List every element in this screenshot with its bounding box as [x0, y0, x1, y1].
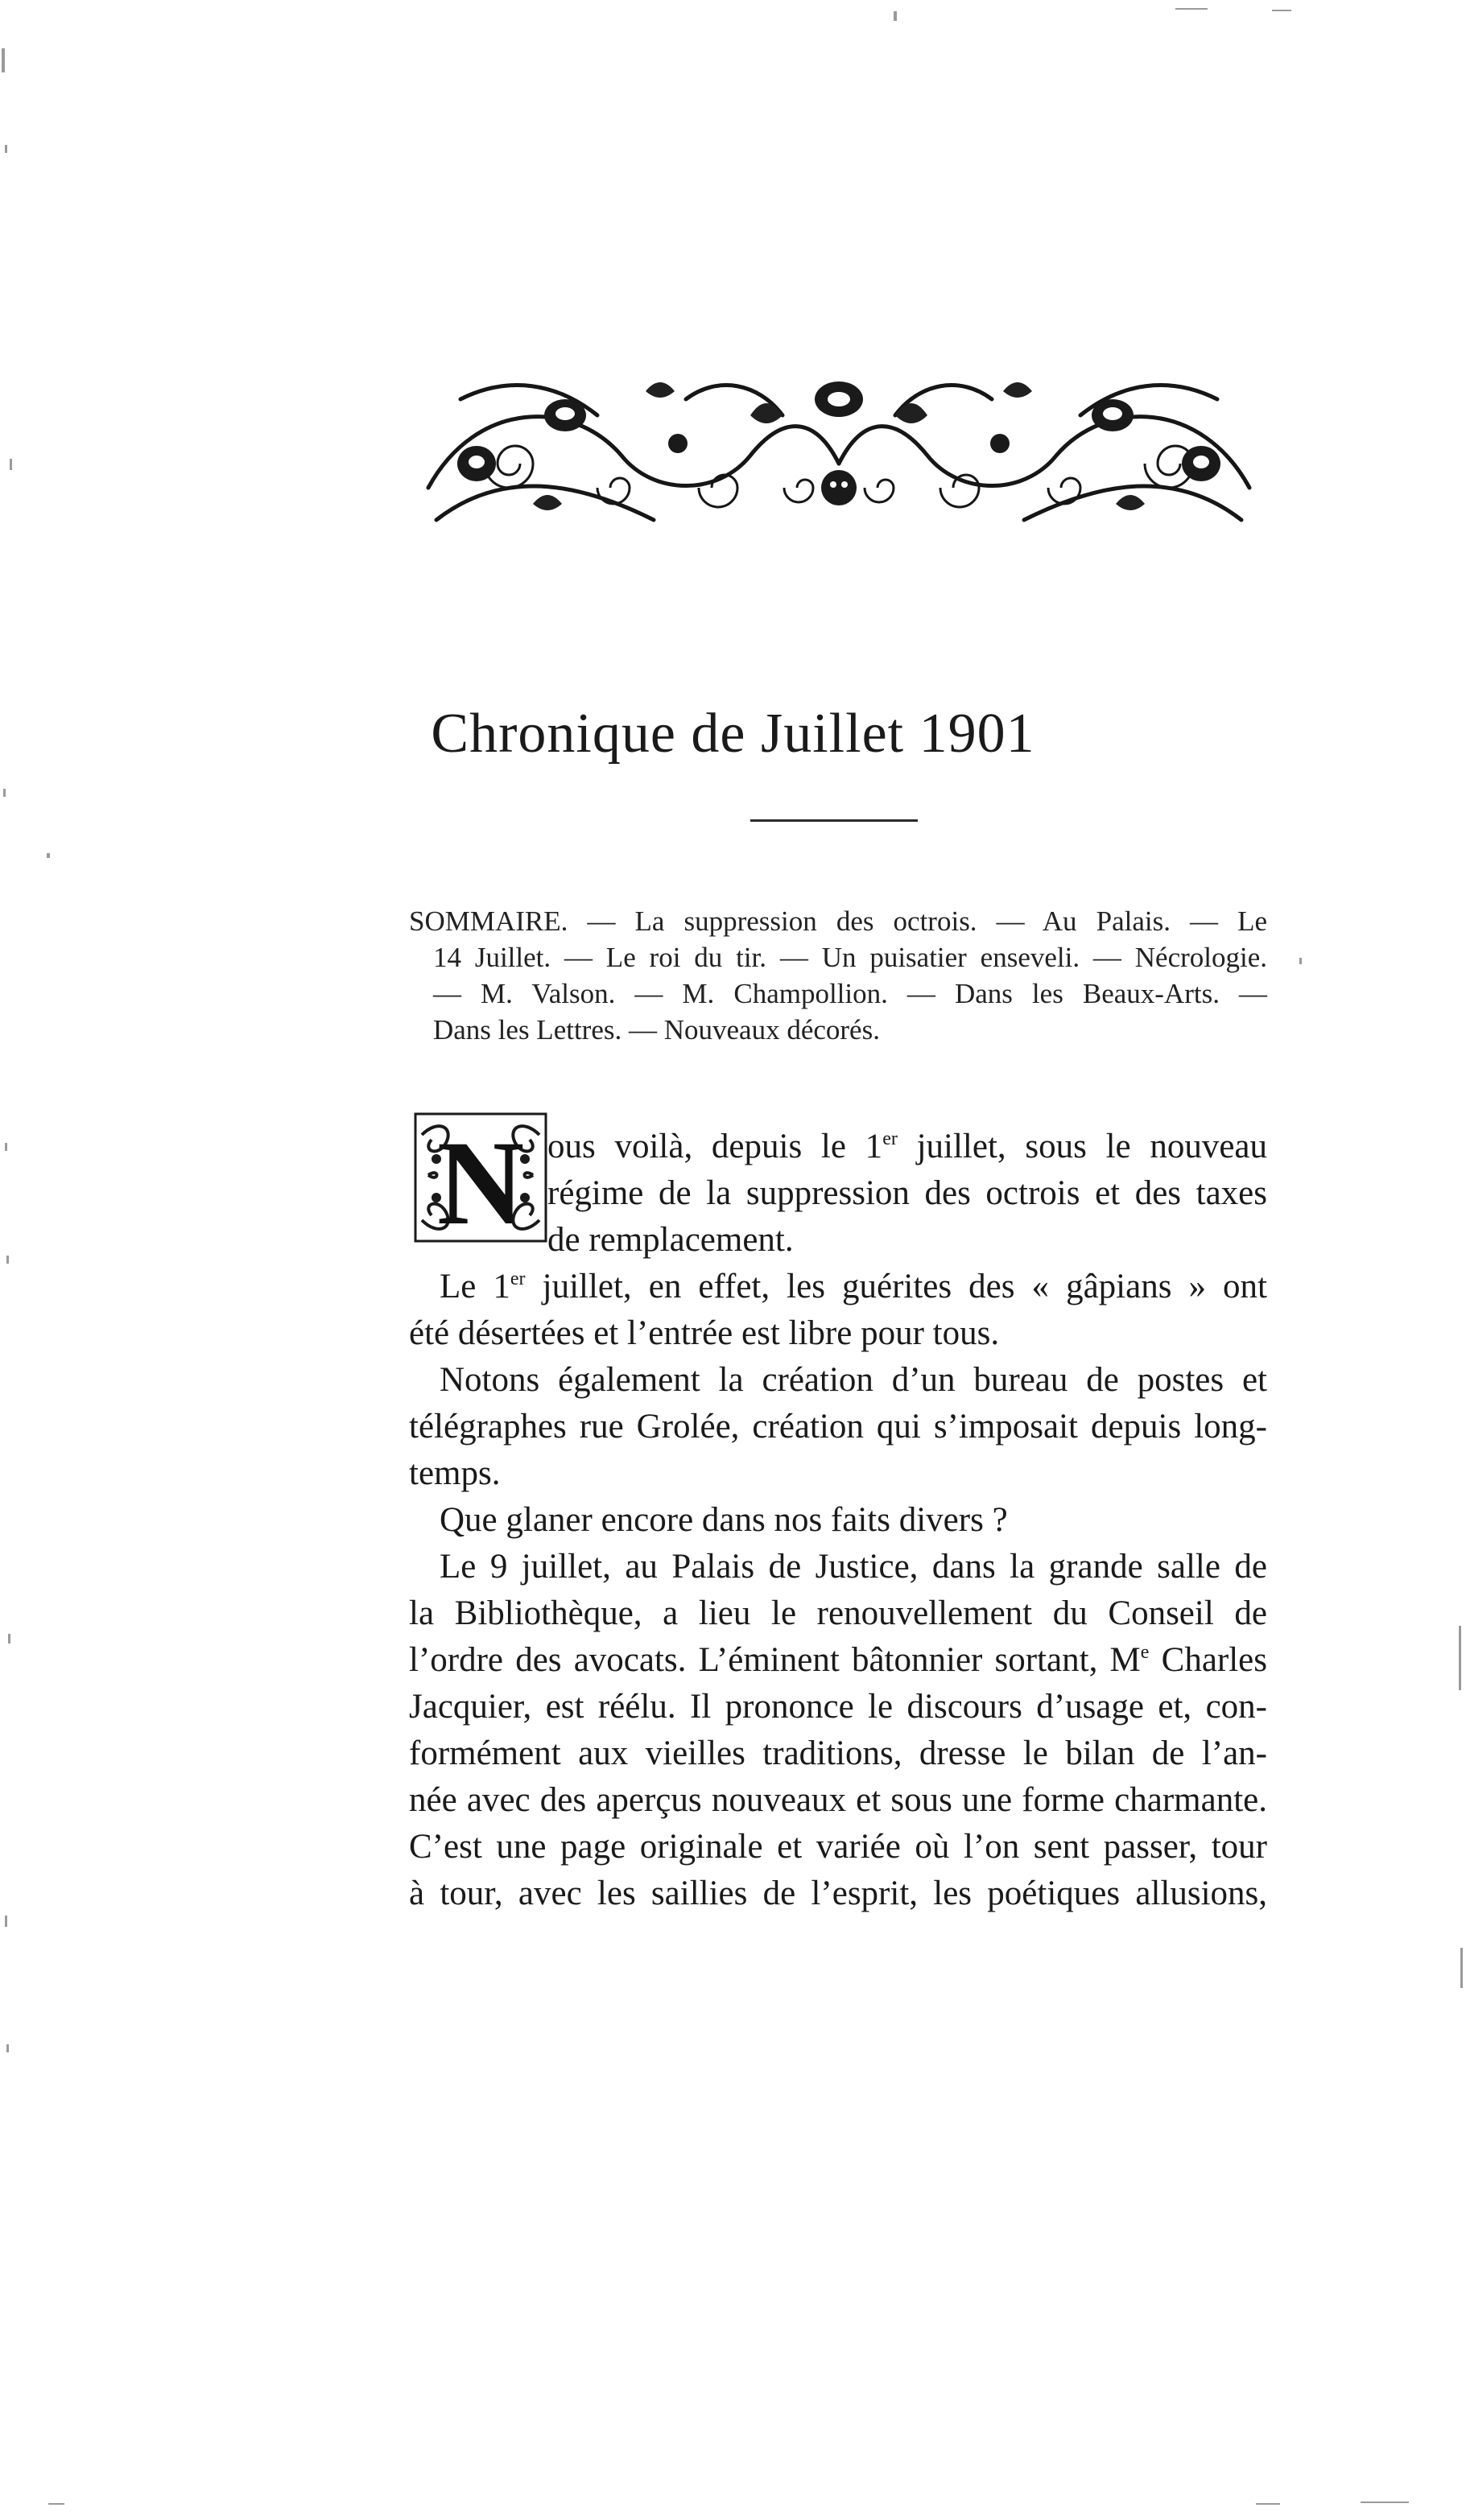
- text-line: formément aux vieilles traditions, dresse le bilan de l’an-: [409, 1734, 1267, 1772]
- text-line: née avec des aperçus nouveaux et sous une forme charmante.: [409, 1781, 1267, 1819]
- text-line: C’est une page originale et variée où l’on sent passer, tour: [409, 1828, 1267, 1866]
- summary-line: 14 Juillet. — Le roi du tir. — Un puisatier enseveli. — Nécrologie.: [433, 942, 1267, 973]
- text-line: été désertées et l’entrée est libre pour tous.: [409, 1314, 1000, 1352]
- text-line: de remplacement.: [547, 1221, 794, 1259]
- summary-line: Dans les Lettres. — Nouveaux décorés.: [433, 1014, 880, 1046]
- text-line: à tour, avec les saillies de l’esprit, les poétiques allusions,: [409, 1875, 1267, 1912]
- summary-line: — M. Valson. — M. Champollion. — Dans les Beaux-Arts. —: [433, 978, 1267, 1009]
- text-line: Le 9 juillet, au Palais de Justice, dans la grande salle de: [440, 1548, 1267, 1586]
- text-line: la Bibliothèque, a lieu le renouvellement du Conseil de: [409, 1594, 1267, 1632]
- text-line: régime de la suppression des octrois et des taxes: [547, 1174, 1267, 1212]
- text-line: Jacquier, est réélu. Il prononce le discours d’usage et, con-: [409, 1688, 1267, 1726]
- text-line: l’ordre des avocats. L’éminent bâtonnier sortant, Me Charles: [409, 1641, 1267, 1679]
- text-line: Que glaner encore dans nos faits divers ?: [440, 1501, 1008, 1539]
- text-line: Notons également la création d’un bureau de postes et: [440, 1361, 1267, 1399]
- text-line: télégraphes rue Grolée, création qui s’imposait depuis long-: [409, 1408, 1267, 1446]
- dropcap-letter: N: [436, 1116, 525, 1244]
- chronicle-title: Chronique de Juillet 1901: [431, 703, 1035, 765]
- summary-line: SOMMAIRE. — La suppression des octrois. — Au Palais. — Le: [409, 905, 1267, 937]
- text-line: ous voilà, depuis le 1er juillet, sous le nouveau: [547, 1128, 1267, 1165]
- text-line: Le 1er juillet, en effet, les guérites des « gâpians » ont: [440, 1268, 1267, 1305]
- text-line: temps.: [409, 1454, 501, 1492]
